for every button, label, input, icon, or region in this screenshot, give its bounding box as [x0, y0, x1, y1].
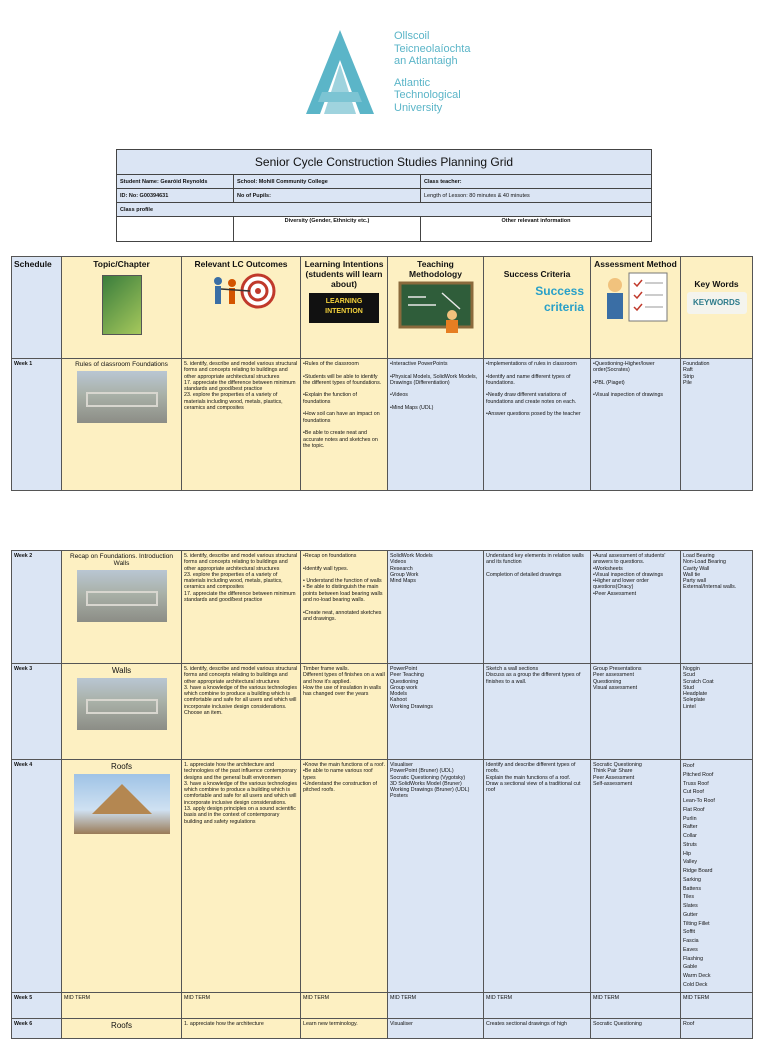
- week-2-intentions: •Recap on foundations •Identify wall types. • Understand the function of walls • Be able to distinguish the main points between load bearing walls and no-load bearing walls. •Create neat, annotated sketches and drawings.: [301, 551, 388, 664]
- school-name: School: Mohill Community College: [234, 175, 421, 189]
- logo-line: Teicneolaíochta: [394, 42, 471, 55]
- assessment-checklist-icon: [599, 269, 673, 325]
- week-5-outcomes: MID TERM: [182, 992, 301, 1018]
- week-4-topic-text: Roofs: [111, 762, 132, 771]
- logo-line: Atlantic: [394, 76, 431, 89]
- week-5-keywords: MID TERM: [681, 992, 753, 1018]
- student-id: ID: No: G00394631: [117, 189, 234, 203]
- week-3-methodology: PowerPoint Peer Teaching Questioning Group work Models Kahoot Working Drawings: [388, 664, 484, 760]
- li-image-word: LEARNING: [325, 298, 363, 305]
- week-6-criteria: Creates sectional drawings of high: [484, 1018, 591, 1038]
- number-of-pupils: No of Pupils:: [234, 189, 421, 203]
- week-5-criteria: MID TERM: [484, 992, 591, 1018]
- foundations-photo: [77, 371, 167, 423]
- week-6-label: Week 6: [12, 1018, 62, 1038]
- header-methodology: [388, 257, 484, 359]
- week-6-topic: [62, 1018, 182, 1038]
- week-3-assessment: Group Presentations Peer assessment Questioning Visual assessment: [591, 664, 681, 760]
- page-title: Senior Cycle Construction Studies Planning Grid: [117, 150, 652, 175]
- logo-line: an Atlantaigh: [394, 55, 458, 67]
- teacher-chalkboard-icon: [396, 279, 476, 335]
- sc-image-word: Success: [535, 284, 584, 298]
- diversity-label: Diversity (Gender, Ethnicity etc.): [234, 217, 421, 242]
- logo-line: Technological: [394, 89, 461, 101]
- week-4-label: Week 4: [12, 760, 62, 993]
- sc-image-word: criteria: [543, 300, 584, 314]
- walls-photo: [77, 678, 167, 730]
- week-3-topic-text: Walls: [111, 666, 132, 675]
- week-5-intentions: MID TERM: [301, 992, 388, 1018]
- week-4-criteria: Identify and describe different types of roofs. Explain the main functions of a roof. Draw a sectional view of a traditional cut roof: [484, 760, 591, 993]
- week-3-keywords: Noggin Scud Scratch Coat Stud Headplate Soleplate Lintel: [681, 664, 753, 760]
- week-3-label: Week 3: [12, 664, 62, 760]
- week-4-intentions: •Know the main functions of a roof. •Be able to name various roof types •Understand the construction of pitched roofs.: [301, 760, 388, 993]
- week-1-outcomes: 5. identify, describe and model various structural forms and concepts relating to buildings and other appropriate architectural structures 17. appreciate the difference between minimum standards and good/best practice 23. explore the properties of a variety of materials including wood, metals, plastics, ceramics and composites: [182, 359, 301, 491]
- planning-grid-2: [11, 550, 753, 1039]
- week-2-criteria: Understand key elements in relation walls and its function Completion of detailed drawings: [484, 551, 591, 664]
- week-6-assessment: Socratic Questioning: [591, 1018, 681, 1038]
- textbook-image: [102, 275, 142, 335]
- li-image-word: INTENTION: [325, 308, 363, 315]
- week-5-topic: MID TERM: [62, 992, 182, 1018]
- week-2-outcomes: 5. identify, describe and model various structural forms and concepts relating to buildings and other appropriate architectural structures 23. explore the properties of a variety of materials including wood, metals, plastics, ceramics and composites 17. appreciate the difference between minimum standards and good/best practice: [182, 551, 301, 664]
- week-1-topic: [62, 359, 182, 491]
- header-topic: [62, 257, 182, 359]
- learning-intention-image: [309, 293, 379, 323]
- week-6-outcomes: 1. appreciate how the architecture: [182, 1018, 301, 1038]
- week-6-keywords: Roof: [681, 1018, 753, 1038]
- week-1-intentions: •Rules of the classroom •Students will be able to identify the different types of foundations. •Explain the function of foundations •How soil can have an impact on foundations •Be able to create neat and accurate notes and sketches on the topic.: [301, 359, 388, 491]
- week-4-methodology: Visualiser PowerPoint (Bruner) (UDL) Socratic Questioning (Vygotsky) 3D SolidWorks Model (Bruner) Working Drawings (Bruner) (UDL) Posters: [388, 760, 484, 993]
- header-intentions: [301, 257, 388, 359]
- lesson-length: Length of Lesson: 80 minutes & 40 minutes: [421, 189, 652, 203]
- planning-info-table: [116, 149, 652, 242]
- atu-logo-mark-icon: [300, 30, 380, 120]
- week-2-topic-text: Recap on Foundations. Introduction Walls: [70, 553, 173, 567]
- header-intentions-label: Learning Intentions (students will learn about): [304, 259, 384, 289]
- other-info-label: Other relevant information: [421, 217, 652, 242]
- success-criteria-image: [490, 283, 584, 321]
- week-5-label: Week 5: [12, 992, 62, 1018]
- week-1-topic-text: Rules of classroom Foundations: [75, 361, 168, 368]
- target-icon: [206, 269, 276, 313]
- week-2-methodology: SolidWork Models Videos Research Group Work Mind Maps: [388, 551, 484, 664]
- week-2-topic: [62, 551, 182, 664]
- week-6-methodology: Visualiser: [388, 1018, 484, 1038]
- logo-line: University: [394, 101, 443, 114]
- week-4-keywords: Roof Pitched Roof Truss Roof Cut Roof Lean-To Roof Flat Roof Purlin Rafter Collar Struts Hip Valley Ridge Board Sarking Battens Tiles Slates Gutter Tilting Fillet Soffit Fascia Eaves Flashing Gable Warm Deck Cold Deck: [681, 760, 753, 993]
- week-1-methodology: •Interactive PowerPoints •Physical Models, SolidWork Models, Drawings (Differentiation) •Videos •Mind Maps (UDL): [388, 359, 484, 491]
- header-assessment: [591, 257, 681, 359]
- logo-line: Ollscoil: [394, 30, 430, 42]
- week-4-outcomes: 1. appreciate how the architecture and technologies of the past influence contemporary designs and the general built environmen 3. have a knowledge of the various technologies which combine to produce a building which is comfortable and safe for all users and which will incorporate inclusive design considerations. 13. apply design principles on a sound scientific basis and in the context of contemporary building and safety regulations: [182, 760, 301, 993]
- week-3-outcomes: 5. identify, describe and model various structural forms and concepts relating to buildings and other appropriate architectural structures 3. have a knowledge of the various technologies which combine to produce a building which is comfortable and safe for all users and which will incorporate inclusive design considerations. Choose an item.: [182, 664, 301, 760]
- walls-foundation-photo: [77, 570, 167, 622]
- header-outcomes-label: Relevant LC Outcomes: [194, 259, 288, 269]
- week-1-label: Week 1: [12, 359, 62, 491]
- week-1-criteria: •Implementations of rules in classroom •Identify and name different types of foundations. •Neatly draw different variations of foundations and create notes on each. •Answer questions posed by the teacher: [484, 359, 591, 491]
- week-6-intentions: Learn new terminology.: [301, 1018, 388, 1038]
- class-teacher: Class teacher:: [421, 175, 652, 189]
- header-criteria: [484, 257, 591, 359]
- header-schedule: Schedule: [12, 257, 62, 359]
- week-5-methodology: MID TERM: [388, 992, 484, 1018]
- week-3-intentions: Timber frame walls. Different types of finishes on a wall and how it's applied. How the use of insulation in walls has changed over the years: [301, 664, 388, 760]
- week-3-criteria: Sketch a wall sections Discuss as a group the different types of finishes to a wall.: [484, 664, 591, 760]
- header-criteria-label: Success Criteria: [503, 269, 571, 279]
- planning-grid-1: [11, 256, 753, 491]
- roof-truss-photo: [74, 774, 170, 834]
- header-keywords-label: Key Words: [694, 279, 739, 289]
- week-6-topic-text: Roofs: [111, 1020, 132, 1030]
- logo-text: [394, 30, 470, 114]
- student-name: Student Name: Gearóid Reynolds: [117, 175, 234, 189]
- week-1-assessment: •Questioning-Higher/lower order(Socrates) •PBL (Piaget) •Visual inspection of drawings: [591, 359, 681, 491]
- header-topic-label: Topic/Chapter: [93, 259, 150, 269]
- week-1-keywords: Foundation Raft Strip Pile: [681, 359, 753, 491]
- week-5-assessment: MID TERM: [591, 992, 681, 1018]
- week-2-label: Week 2: [12, 551, 62, 664]
- week-2-keywords: Load Bearing Non-Load Bearing Cavity Wall Wall tie Party wall External/Internal walls.: [681, 551, 753, 664]
- week-2-assessment: •Aural assessment of students' answers to questions. •Worksheets •Visual inspection of drawings •Higher and lower order questions(Oracy) •Peer Assessment: [591, 551, 681, 664]
- header-keywords: [681, 257, 753, 359]
- header-methodology-label: Teaching Methodology: [409, 259, 462, 279]
- week-4-topic: [62, 760, 182, 993]
- header-assessment-label: Assessment Method: [594, 259, 677, 269]
- class-profile: Class profile: [117, 203, 652, 217]
- header-outcomes: [182, 257, 301, 359]
- atu-logo: [300, 30, 480, 120]
- week-4-assessment: Socratic Questioning Think Pair Share Peer Assessment Self-assessment: [591, 760, 681, 993]
- keywords-image: KEYWORDS: [687, 292, 747, 314]
- week-3-topic: [62, 664, 182, 760]
